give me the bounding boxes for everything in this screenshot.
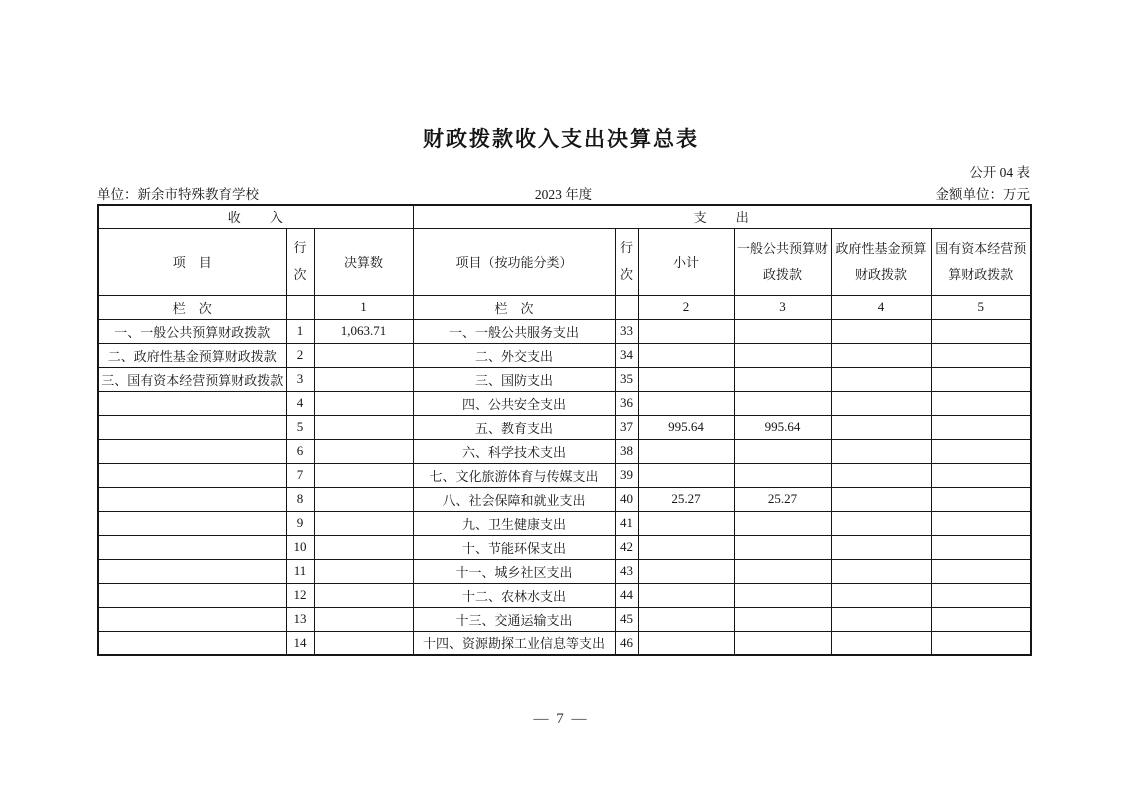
- table-row: [98, 439, 1031, 463]
- income-line-cell: 11: [286, 559, 314, 583]
- exp-item-cell: 三、国防支出: [413, 367, 615, 391]
- meta-row: [97, 183, 1030, 201]
- general-budget-cell: [734, 631, 831, 655]
- subtotal-cell: [638, 535, 734, 559]
- gov-fund-cell: [831, 559, 931, 583]
- col-header-income-line-no: [286, 228, 314, 295]
- state-capital-cell: [931, 487, 1031, 511]
- gov-fund-cell: [831, 463, 931, 487]
- table-row: [98, 511, 1031, 535]
- general-budget-cell: [734, 559, 831, 583]
- exp-line-cell: 45: [615, 607, 638, 631]
- subtotal-cell: [638, 367, 734, 391]
- general-budget-cell: 995.64: [734, 415, 831, 439]
- state-capital-cell: [931, 367, 1031, 391]
- table-row: [98, 319, 1031, 343]
- table-row: [98, 559, 1031, 583]
- state-capital-cell: [931, 319, 1031, 343]
- amount-cell: [314, 559, 413, 583]
- state-capital-cell: [931, 559, 1031, 583]
- income-item-cell: [98, 439, 286, 463]
- state-capital-cell: [931, 631, 1031, 655]
- page-title: 财政拨款收入支出决算总表: [423, 128, 699, 151]
- exp-item-cell: 一、一般公共服务支出: [413, 319, 615, 343]
- amount-unit-label: 金额单位：万元: [935, 187, 1030, 202]
- col-header-general-budget: 一般公共预算财政拨款: [734, 228, 831, 295]
- gov-fund-cell: [831, 607, 931, 631]
- amount-cell: [314, 439, 413, 463]
- income-index-label: 栏 次: [98, 295, 286, 319]
- subtotal-cell: [638, 439, 734, 463]
- table-row: [98, 607, 1031, 631]
- exp-item-cell: 十三、交通运输支出: [413, 607, 615, 631]
- income-line-cell: 9: [286, 511, 314, 535]
- gov-fund-cell: [831, 487, 931, 511]
- general-index: 3: [734, 295, 831, 319]
- general-budget-cell: [734, 463, 831, 487]
- income-section-header: 收 入: [98, 205, 413, 228]
- table-row: [98, 487, 1031, 511]
- state-capital-cell: [931, 511, 1031, 535]
- subtotal-cell: [638, 319, 734, 343]
- amount-cell: [314, 631, 413, 655]
- gov-fund-cell: [831, 583, 931, 607]
- exp-line-no-label: 行次: [619, 239, 633, 282]
- empty-cell: [286, 295, 314, 319]
- general-budget-cell: [734, 319, 831, 343]
- amount-cell: [314, 607, 413, 631]
- subtotal-index: 2: [638, 295, 734, 319]
- state-capital-cell: [931, 463, 1031, 487]
- exp-line-cell: 35: [615, 367, 638, 391]
- income-item-cell: 二、政府性基金预算财政拨款: [98, 343, 286, 367]
- exp-line-cell: 46: [615, 631, 638, 655]
- exp-line-cell: 41: [615, 511, 638, 535]
- exp-line-cell: 40: [615, 487, 638, 511]
- income-item-cell: [98, 583, 286, 607]
- section-header-row: [98, 205, 1031, 228]
- state-capital-cell: [931, 535, 1031, 559]
- exp-line-cell: 37: [615, 415, 638, 439]
- income-line-cell: 10: [286, 535, 314, 559]
- table-row: [98, 367, 1031, 391]
- gov-fund-cell: [831, 415, 931, 439]
- subtotal-cell: [638, 631, 734, 655]
- form-code-label: 公开 04 表: [969, 165, 1030, 180]
- exp-item-cell: 五、教育支出: [413, 415, 615, 439]
- exp-item-cell: 九、卫生健康支出: [413, 511, 615, 535]
- exp-line-cell: 44: [615, 583, 638, 607]
- exp-line-cell: 38: [615, 439, 638, 463]
- income-item-cell: [98, 607, 286, 631]
- general-budget-cell: [734, 607, 831, 631]
- subtotal-cell: [638, 343, 734, 367]
- general-budget-cell: [734, 535, 831, 559]
- exp-item-cell: 八、社会保障和就业支出: [413, 487, 615, 511]
- general-budget-cell: [734, 439, 831, 463]
- amount-cell: [314, 511, 413, 535]
- income-line-cell: 4: [286, 391, 314, 415]
- gov-fund-cell: [831, 439, 931, 463]
- col-header-gov-fund-budget: 政府性基金预算财政拨款: [831, 228, 931, 295]
- subtotal-cell: [638, 607, 734, 631]
- exp-item-cell: 四、公共安全支出: [413, 391, 615, 415]
- amount-cell: 1,063.71: [314, 319, 413, 343]
- income-line-cell: 5: [286, 415, 314, 439]
- col-header-final-amount: 决算数: [314, 228, 413, 295]
- gov-fund-cell: [831, 367, 931, 391]
- exp-item-cell: 十、节能环保支出: [413, 535, 615, 559]
- general-budget-cell: [734, 343, 831, 367]
- exp-line-cell: 34: [615, 343, 638, 367]
- gov-fund-cell: [831, 343, 931, 367]
- exp-line-cell: 39: [615, 463, 638, 487]
- income-line-cell: 3: [286, 367, 314, 391]
- column-header-row: [98, 228, 1031, 295]
- income-line-cell: 2: [286, 343, 314, 367]
- income-item-cell: [98, 487, 286, 511]
- amount-cell: [314, 535, 413, 559]
- subtotal-cell: [638, 463, 734, 487]
- amount-cell: [314, 583, 413, 607]
- general-budget-cell: [734, 391, 831, 415]
- col-header-state-capital-budget: 国有资本经营预算财政拨款: [931, 228, 1031, 295]
- budget-summary-table: [97, 204, 1032, 656]
- gov-fund-cell: [831, 511, 931, 535]
- income-item-cell: [98, 535, 286, 559]
- subtotal-cell: [638, 559, 734, 583]
- table-row: [98, 535, 1031, 559]
- state-capital-cell: [931, 415, 1031, 439]
- general-budget-cell: [734, 367, 831, 391]
- table-row: [98, 343, 1031, 367]
- subtotal-cell: [638, 511, 734, 535]
- income-line-cell: 14: [286, 631, 314, 655]
- state-capital-cell: [931, 391, 1031, 415]
- exp-item-cell: 七、文化旅游体育与传媒支出: [413, 463, 615, 487]
- gov-fund-cell: [831, 391, 931, 415]
- exp-item-cell: 十二、农林水支出: [413, 583, 615, 607]
- state-capital-cell: [931, 439, 1031, 463]
- table-row: [98, 391, 1031, 415]
- income-item-cell: [98, 463, 286, 487]
- exp-index-label: 栏 次: [413, 295, 615, 319]
- income-item-cell: 三、国有资本经营预算财政拨款: [98, 367, 286, 391]
- state-capital-cell: [931, 343, 1031, 367]
- state-capital-index: 5: [931, 295, 1031, 319]
- subtotal-cell: 995.64: [638, 415, 734, 439]
- gov-fund-index: 4: [831, 295, 931, 319]
- col-header-exp-item: 项目（按功能分类）: [413, 228, 615, 295]
- table-row: [98, 415, 1031, 439]
- expenditure-section-header: 支 出: [413, 205, 1031, 228]
- exp-item-cell: 六、科学技术支出: [413, 439, 615, 463]
- amount-cell: [314, 343, 413, 367]
- amount-cell: [314, 463, 413, 487]
- general-budget-cell: 25.27: [734, 487, 831, 511]
- exp-item-cell: 十一、城乡社区支出: [413, 559, 615, 583]
- state-capital-cell: [931, 607, 1031, 631]
- income-item-cell: [98, 631, 286, 655]
- amount-cell: [314, 391, 413, 415]
- general-budget-cell: [734, 583, 831, 607]
- exp-item-cell: 十四、资源勘探工业信息等支出: [413, 631, 615, 655]
- income-item-cell: [98, 511, 286, 535]
- col-header-subtotal: 小计: [638, 228, 734, 295]
- exp-item-cell: 二、外交支出: [413, 343, 615, 367]
- gov-fund-cell: [831, 319, 931, 343]
- amount-cell: [314, 367, 413, 391]
- exp-line-cell: 43: [615, 559, 638, 583]
- page-number: — 7 —: [533, 711, 589, 727]
- exp-line-cell: 33: [615, 319, 638, 343]
- income-line-cell: 13: [286, 607, 314, 631]
- income-line-cell: 1: [286, 319, 314, 343]
- table-row: [98, 463, 1031, 487]
- gov-fund-cell: [831, 631, 931, 655]
- income-item-cell: [98, 559, 286, 583]
- empty-cell: [615, 295, 638, 319]
- unit-label: 单位：新余市特殊教育学校: [97, 187, 259, 202]
- amount-cell: [314, 415, 413, 439]
- final-amount-index: 1: [314, 295, 413, 319]
- col-header-income-item: 项 目: [98, 228, 286, 295]
- column-index-row: [98, 295, 1031, 319]
- subtotal-cell: [638, 391, 734, 415]
- exp-line-cell: 36: [615, 391, 638, 415]
- income-line-no-label: 行次: [293, 239, 307, 282]
- year-label: 2023 年度: [534, 187, 593, 202]
- income-line-cell: 12: [286, 583, 314, 607]
- table-row: [98, 583, 1031, 607]
- col-header-exp-line-no: [615, 228, 638, 295]
- subtotal-cell: [638, 583, 734, 607]
- gov-fund-cell: [831, 535, 931, 559]
- subtotal-cell: 25.27: [638, 487, 734, 511]
- income-line-cell: 8: [286, 487, 314, 511]
- income-line-cell: 7: [286, 463, 314, 487]
- state-capital-cell: [931, 583, 1031, 607]
- income-item-cell: [98, 415, 286, 439]
- general-budget-cell: [734, 511, 831, 535]
- income-item-cell: 一、一般公共预算财政拨款: [98, 319, 286, 343]
- table-row: [98, 631, 1031, 655]
- income-line-cell: 6: [286, 439, 314, 463]
- exp-line-cell: 42: [615, 535, 638, 559]
- amount-cell: [314, 487, 413, 511]
- income-item-cell: [98, 391, 286, 415]
